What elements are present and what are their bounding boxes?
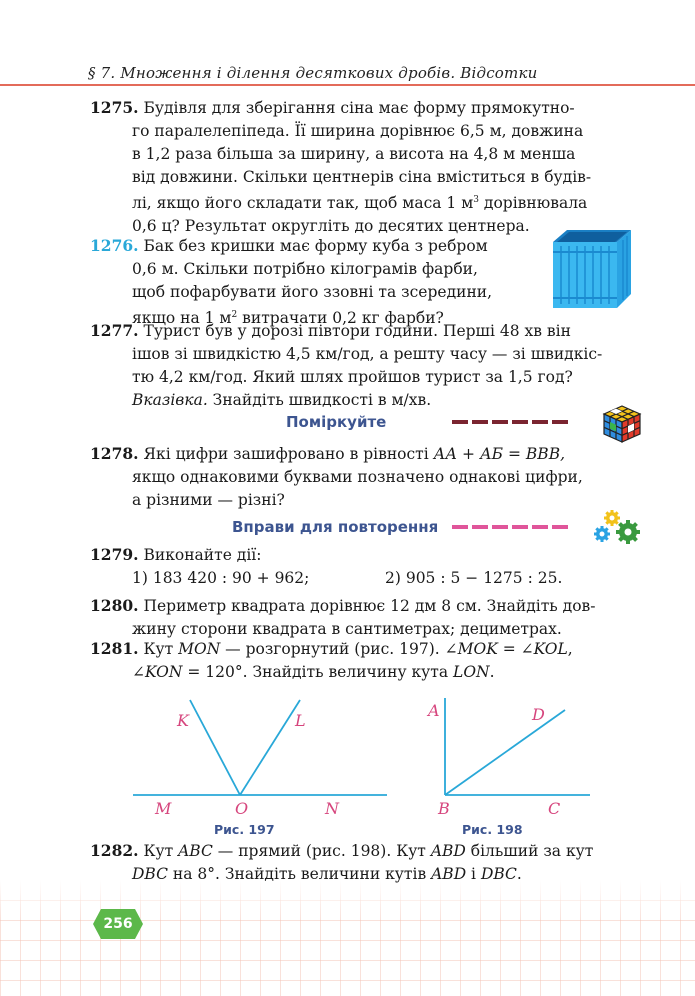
text-line: 1) 183 420 : 90 + 962; 2) 905 : 5 − 1275 : 25.: [132, 569, 563, 587]
exercise-number: 1280.: [90, 596, 139, 615]
exercise-number: 1282.: [90, 841, 139, 860]
figure-197: [125, 690, 395, 820]
label-o: O: [235, 799, 249, 818]
text-line: жину сторони квадрата в сантиметрах; дециметрах.: [132, 620, 562, 638]
exercise-1275: [90, 96, 591, 238]
header-rule: [0, 84, 695, 86]
label-k: K: [177, 711, 189, 730]
label-l: L: [295, 711, 306, 730]
text-line: лі, якщо його складати так, щоб маса 1 $м^3$ дорівнювала: [132, 194, 588, 213]
figure-caption: Рис. 198: [462, 822, 523, 837]
exercise-number: 1279.: [90, 545, 139, 564]
section-divider: [452, 420, 582, 424]
exercise-number: 1275.: [90, 98, 139, 117]
text-line: якщо однаковими буквами позначено однакові цифри,: [132, 468, 583, 486]
exercise-number: 1278.: [90, 444, 139, 463]
text-line: від довжини. Скільки центнерів сіна вміститься в будів-: [132, 168, 592, 186]
text-line: якщо на 1 $м^2$ витрачати 0,2 кг фарби?: [132, 309, 444, 328]
figure-198: [420, 690, 600, 820]
label-b: B: [438, 799, 450, 818]
text-line: го паралелепіпеда. Її ширина дорівнює 6,5 м, довжина: [132, 122, 584, 140]
text-line: 0,6 ц? Результат округліть до десятих центнера.: [132, 217, 530, 236]
page-number: 256: [103, 916, 133, 932]
ray-ok: [190, 700, 240, 795]
label-c: C: [548, 799, 561, 818]
text-line: Які цифри зашифровано в рівності: [143, 445, 434, 463]
section-heading: Поміркуйте: [286, 413, 387, 431]
ray-ol: [240, 700, 300, 795]
cube-tank-icon: [553, 228, 633, 310]
exercise-1282: 1282. Кут ABC — прямий (рис. 198). Кут ABD більший за кут DBC на 8°. Знайдіть величини кутів ABD і DBC.: [90, 839, 593, 886]
gears-icon: [592, 510, 646, 546]
text-line: Виконайте дії:: [143, 546, 262, 564]
equation: АА + АБ = ВВВ,: [433, 445, 566, 463]
label-d: D: [532, 705, 545, 724]
exercise-1278: [90, 442, 583, 512]
section-heading: Вправи для повторення: [232, 518, 439, 536]
text-line: в 1,2 раза більша за ширину, а висота на 4,8 м менша: [132, 145, 576, 163]
exercise-1277: [90, 319, 602, 412]
text-line: щоб пофарбувати його ззовні та зсередини,: [132, 283, 493, 301]
label-m: M: [155, 799, 172, 818]
text-line: ∠KON = 120°. Знайдіть величину кута LON.: [132, 663, 495, 681]
exercise-1280: [90, 594, 596, 641]
text-line: а різними — різні?: [132, 491, 285, 509]
ray-bd: [445, 710, 565, 795]
figure-caption: Рис. 197: [214, 822, 275, 837]
text-line: тю 4,2 км/год. Який шлях пройшов турист за 1,5 год?: [132, 368, 573, 386]
exercise-1281: 1281. Кут MON — розгорнутий (рис. 197). ∠MOK = ∠KOL, ∠KON = 120°. Знайдіть величину кута LON.: [90, 637, 573, 684]
text-line: 0,6 м. Скільки потрібно кілограмів фарби,: [132, 260, 478, 278]
text-line: DBC на 8°. Знайдіть величини кутів ABD і DBC.: [132, 865, 522, 883]
text-line: Турист був у дорозі півтори години. Перші 48 хв він: [143, 322, 571, 340]
rubiks-cube-icon: [600, 402, 644, 444]
label-a: A: [428, 701, 440, 720]
running-header: § 7. Множення і ділення десяткових дробів. Відсотки: [88, 64, 538, 82]
exercise-1276: [90, 234, 492, 330]
text-line: Будівля для зберігання сіна має форму прямокутно-: [143, 99, 575, 117]
exercise-number: 1281.: [90, 639, 139, 658]
text-line: ішов зі швидкістю 4,5 км/год, а решту часу — зі швидкіс-: [132, 345, 603, 363]
exercise-number: 1277.: [90, 321, 139, 340]
text-line: Бак без кришки має форму куба з ребром: [143, 237, 488, 255]
label-n: N: [325, 799, 339, 818]
section-divider: [452, 525, 582, 529]
exercise-number: 1276.: [90, 236, 139, 255]
text-line: Вказівка. Знайдіть швидкості в м/хв.: [132, 391, 432, 409]
page-number-badge: [93, 909, 143, 939]
exercise-1279: [90, 543, 562, 590]
text-line: Периметр квадрата дорівнює 12 дм 8 см. Знайдіть дов-: [143, 597, 596, 615]
